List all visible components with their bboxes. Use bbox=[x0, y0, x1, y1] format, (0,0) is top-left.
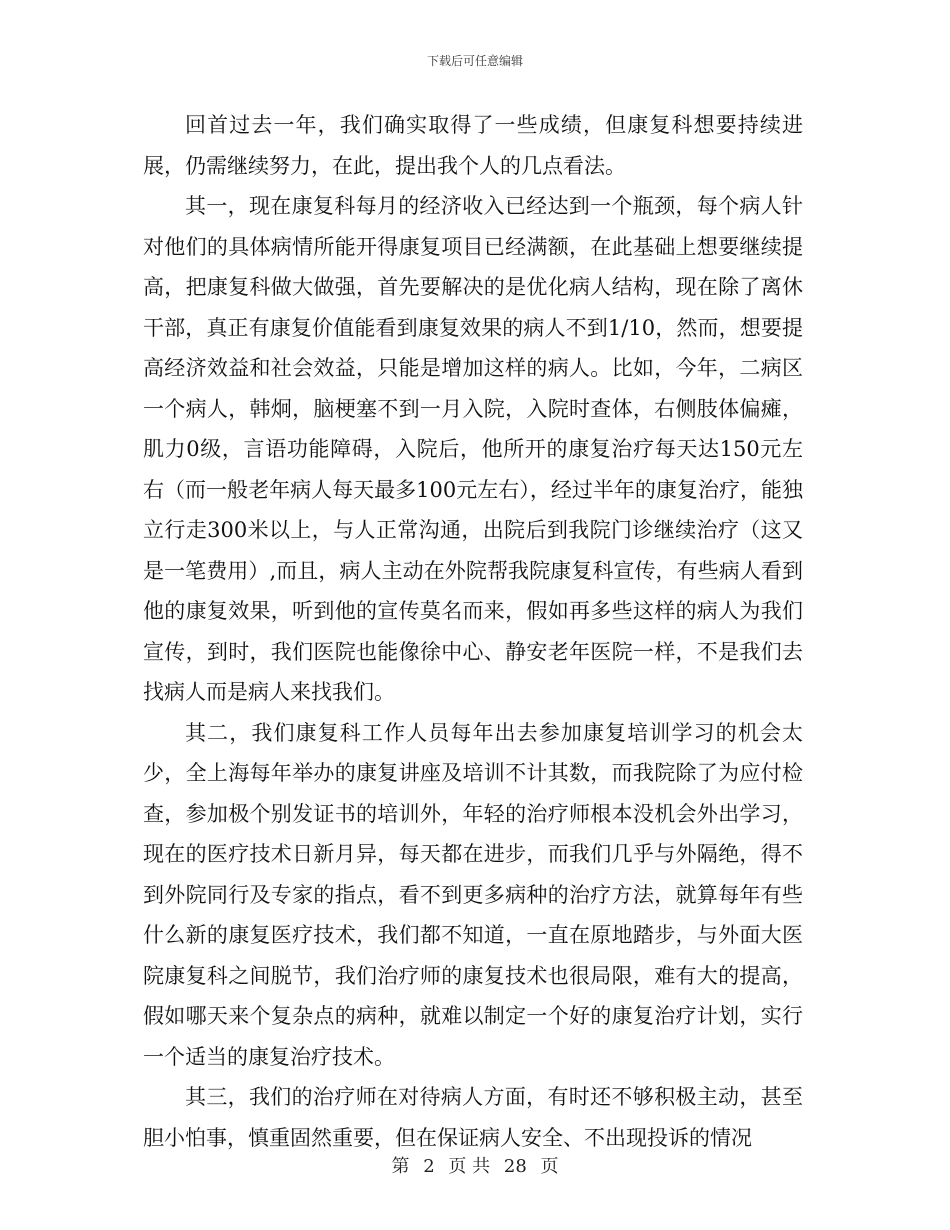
paragraph-point-2: 其二，我们康复科工作人员每年出去参加康复培训学习的机会太少，全上海每年举办的康复讲座及培训不计其数，而我院除了为应付检查，参加极个别发证书的培训外，年轻的治疗师根本没机会外出学习，现在的医疗技术日新月异，每天都在进步，而我们几乎与外隔绝，得不到外院同行及专家的指点，看不到更多病种的治疗方法，就算每年有些什么新的康复医疗技术，我们都不知道，一直在原地踏步，与外面大医院康复科之间脱节，我们治疗师的康复技术也很局限，难有大的提高，假如哪天来个复杂点的病种，就难以制定一个好的康复治疗计划，实行一个适当的康复治疗技术。 bbox=[143, 720, 803, 1069]
paragraph-intro: 回首过去一年，我们确实取得了一些成绩，但康复科想要持续进展，仍需继续努力，在此，提出我个人的几点看法。 bbox=[143, 113, 803, 178]
paragraph-point-1: 其一，现在康复科每月的经济收入已经达到一个瓶颈，每个病人针对他们的具体病情所能开得康复项目已经满额，在此基础上想要继续提高，把康复科做大做强，首先要解决的是优化病人结构，现在除了离休干部，真正有康复价值能看到康复效果的病人不到1/10，然而，想要提高经济效益和社会效益，只能是增加这样的病人。比如，今年，二病区一个病人，韩炯，脑梗塞不到一月入院，入院时查体，右侧肢体偏瘫，肌力0级，言语功能障碍，入院后，他所开的康复治疗每天达150元左右（而一般老年病人每天最多100元左右），经过半年的康复治疗，能独立行走300米以上，与人正常沟通，出院后到我院门诊继续治疗（这又是一笔费用）,而且，病人主动在外院帮我院康复科宣传，有些病人看到他的康复效果，听到他的宣传莫名而来，假如再多些这样的病人为我们宣传，到时，我们医院也能像徐中心、静安老年医院一样，不是我们去找病人而是病人来找我们。 bbox=[143, 194, 803, 704]
footer-suffix: 页 bbox=[540, 1156, 559, 1177]
page-total: 28 bbox=[503, 1156, 527, 1177]
document-body bbox=[143, 105, 803, 1158]
footer-prefix: 第 bbox=[391, 1156, 410, 1177]
page-number: 2 bbox=[423, 1156, 435, 1177]
footer-middle: 页 共 bbox=[448, 1156, 491, 1177]
paragraph-point-3: 其三，我们的治疗师在对待病人方面，有时还不够积极主动，甚至胆小怕事，慎重固然重要，但在保证病人安全、不出现投诉的情况 bbox=[143, 1085, 803, 1150]
header-text: 下载后可任意编辑 bbox=[426, 54, 523, 68]
page-header bbox=[0, 52, 950, 69]
page-footer bbox=[0, 1152, 950, 1178]
